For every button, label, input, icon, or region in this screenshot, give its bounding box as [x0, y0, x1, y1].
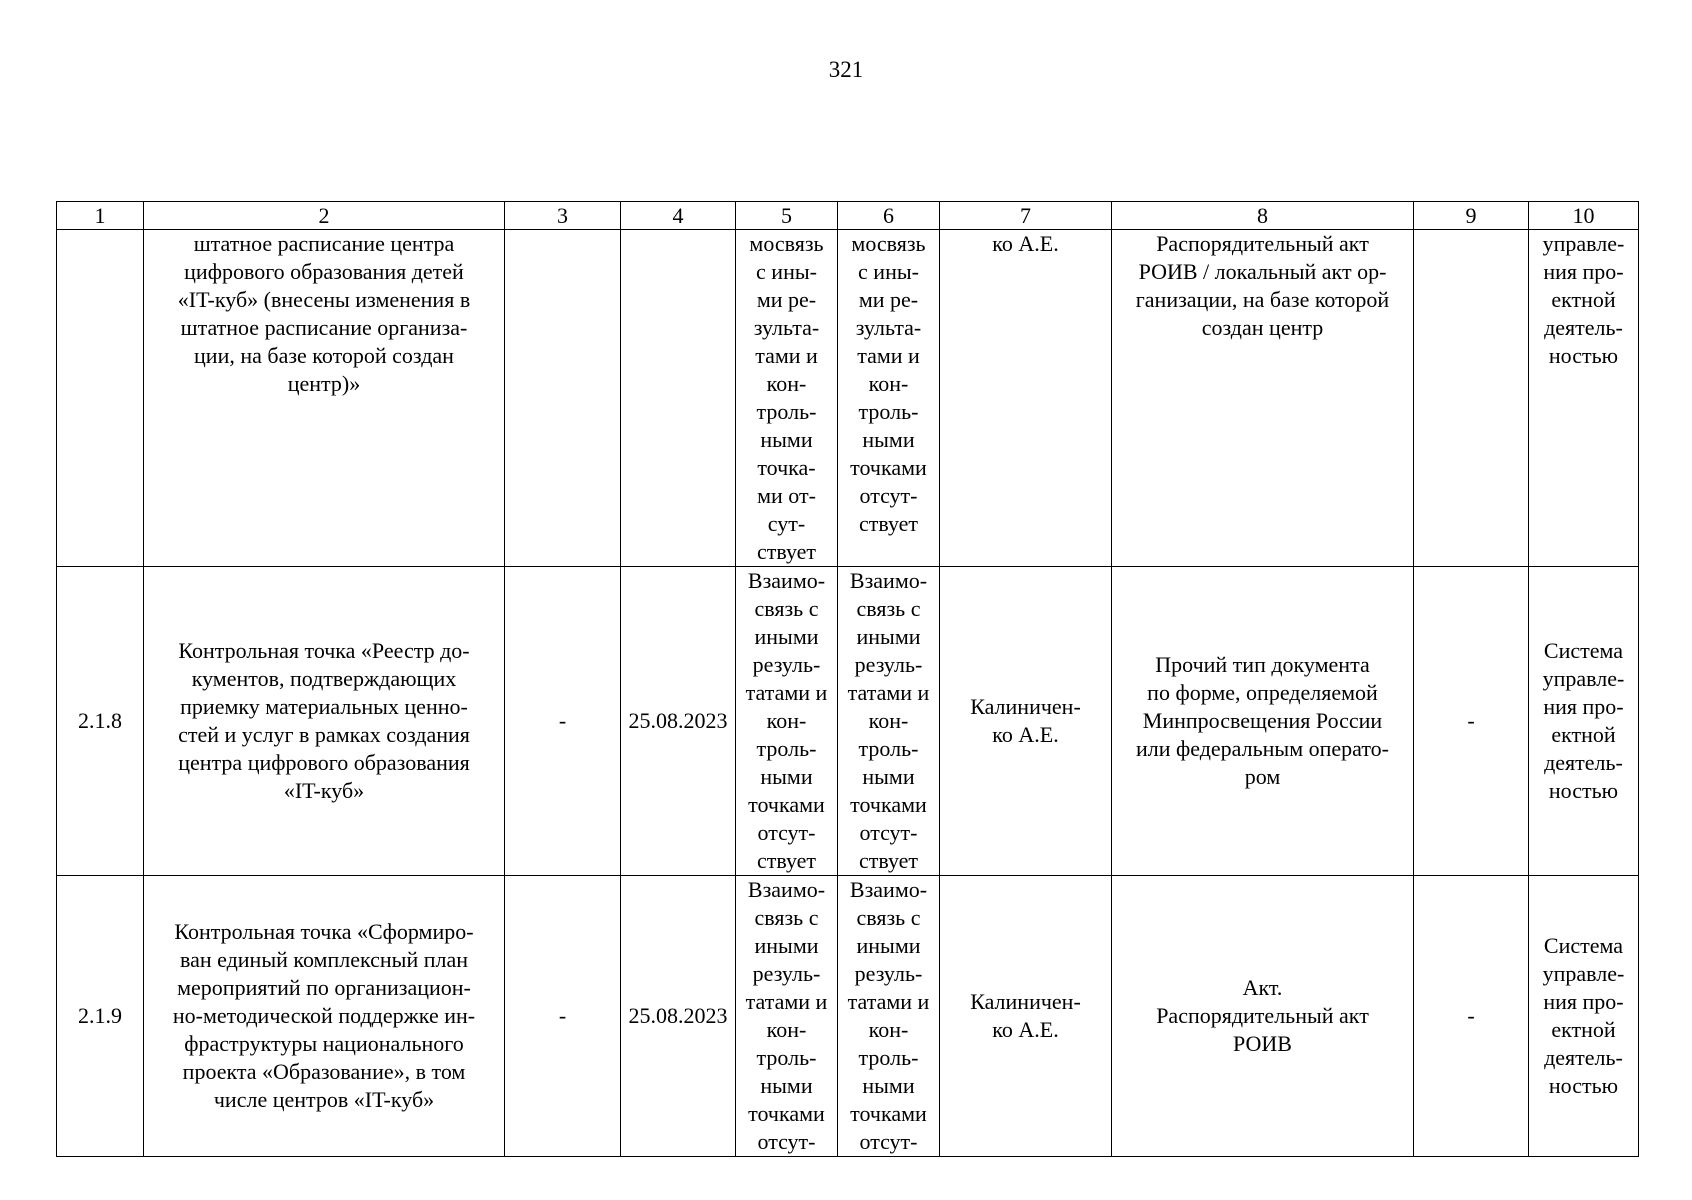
successors-cell: [838, 876, 940, 1157]
document-type: Акт. Распорядительный акт РОИВ: [1156, 975, 1369, 1056]
responsible-cell: [940, 230, 1112, 567]
start-date: -: [558, 1003, 567, 1028]
description-text: штатное расписание центра цифрового образования детей «IT-куб» (внесены изменения в штатное расписание организа- ции, на базе которой создан центр)»: [177, 231, 471, 396]
header-col-9: 9: [1414, 202, 1529, 230]
table-row: [57, 876, 1639, 1157]
header-col-4: 4: [621, 202, 736, 230]
description-text: Контрольная точка «Сформиро- ван единый комплексный план мероприятий по организацион- но-методической поддержке ин- фраструктуры национального проекта «Образование», в том числе центров «IT-куб»: [172, 919, 476, 1112]
header-col-3: 3: [505, 202, 621, 230]
end-date: 25.08.2023: [628, 1003, 728, 1028]
info-system: Система управле- ния про- ектной деятель- ностью: [1542, 638, 1625, 803]
level-cell: [1414, 230, 1529, 567]
document-type-cell: [1112, 567, 1414, 876]
level-cell: [1414, 567, 1529, 876]
responsible-cell: [940, 876, 1112, 1157]
row-number: 2.1.9: [78, 1003, 122, 1028]
header-col-2: 2: [144, 202, 505, 230]
predecessors-text: мосвязь с ины- ми ре- зульта- тами и кон- троль- ными точка- ми от- сут- ствует: [749, 231, 824, 564]
start-date-cell: [505, 230, 621, 567]
description-cell: [144, 876, 505, 1157]
responsible-cell: [940, 567, 1112, 876]
successors-text: мосвязь с ины- ми ре- зульта- тами и кон- троль- ными точками отсут- ствует: [850, 231, 927, 536]
start-date: -: [558, 708, 567, 733]
responsible-person: ко А.Е.: [992, 231, 1059, 256]
description-cell: [144, 230, 505, 567]
info-system: управле- ния про- ектной деятель- ностью: [1542, 231, 1625, 368]
successors-cell: [838, 567, 940, 876]
document-type: Распорядительный акт РОИВ / локальный акт ор- ганизации, на базе которой создан центр: [1135, 231, 1390, 340]
header-col-7: 7: [940, 202, 1112, 230]
plan-table: [56, 201, 1639, 1157]
level-value: -: [1467, 708, 1475, 733]
row-number-cell: [57, 230, 144, 567]
table-row: [57, 567, 1639, 876]
end-date-cell: [621, 230, 736, 567]
predecessors-cell: [736, 230, 838, 567]
start-date-cell: [505, 567, 621, 876]
end-date: 25.08.2023: [628, 708, 728, 733]
predecessors-cell: [736, 876, 838, 1157]
successors-cell: [838, 230, 940, 567]
end-date-cell: [621, 567, 736, 876]
table-header: [57, 202, 1639, 230]
successors-text: Взаимо- связь с иными резуль- татами и кон- троль- ными точками отсут- ствует: [847, 568, 930, 873]
info-system: Система управле- ния про- ектной деятель- ностью: [1542, 933, 1625, 1098]
level-value: -: [1467, 1003, 1475, 1028]
document-type: Прочий тип документа по форме, определяемой Минпросвещения России или федеральным операто- ром: [1135, 652, 1390, 789]
info-system-cell: [1529, 876, 1639, 1157]
start-date-cell: [505, 876, 621, 1157]
row-number-cell: [57, 567, 144, 876]
header-col-6: 6: [838, 202, 940, 230]
end-date-cell: [621, 876, 736, 1157]
successors-text: Взаимо- связь с иными резуль- татами и кон- троль- ными точками отсут-: [847, 877, 930, 1154]
row-number-cell: [57, 876, 144, 1157]
header-col-8: 8: [1112, 202, 1414, 230]
info-system-cell: [1529, 567, 1639, 876]
page-number: 321: [828, 57, 864, 82]
responsible-person: Калиничен- ко А.Е.: [970, 694, 1081, 747]
header-row: [57, 202, 1639, 230]
info-system-cell: [1529, 230, 1639, 567]
header-col-5: 5: [736, 202, 838, 230]
predecessors-text: Взаимо- связь с иными резуль- татами и кон- троль- ными точками отсут-: [745, 877, 828, 1154]
predecessors-cell: [736, 567, 838, 876]
description-cell: [144, 567, 505, 876]
predecessors-text: Взаимо- связь с иными резуль- татами и кон- троль- ными точками отсут- ствует: [745, 568, 828, 873]
table-row: [57, 230, 1639, 567]
document-type-cell: [1112, 876, 1414, 1157]
level-cell: [1414, 876, 1529, 1157]
header-col-10: 10: [1529, 202, 1639, 230]
document-type-cell: [1112, 230, 1414, 567]
description-text: Контрольная точка «Реестр до- кументов, подтверждающих приемку материальных ценно- стей и услуг в рамках создания центра цифрового образования «IT-куб»: [178, 638, 470, 803]
header-col-1: 1: [57, 202, 144, 230]
responsible-person: Калиничен- ко А.Е.: [970, 989, 1081, 1042]
row-number: 2.1.8: [78, 708, 122, 733]
